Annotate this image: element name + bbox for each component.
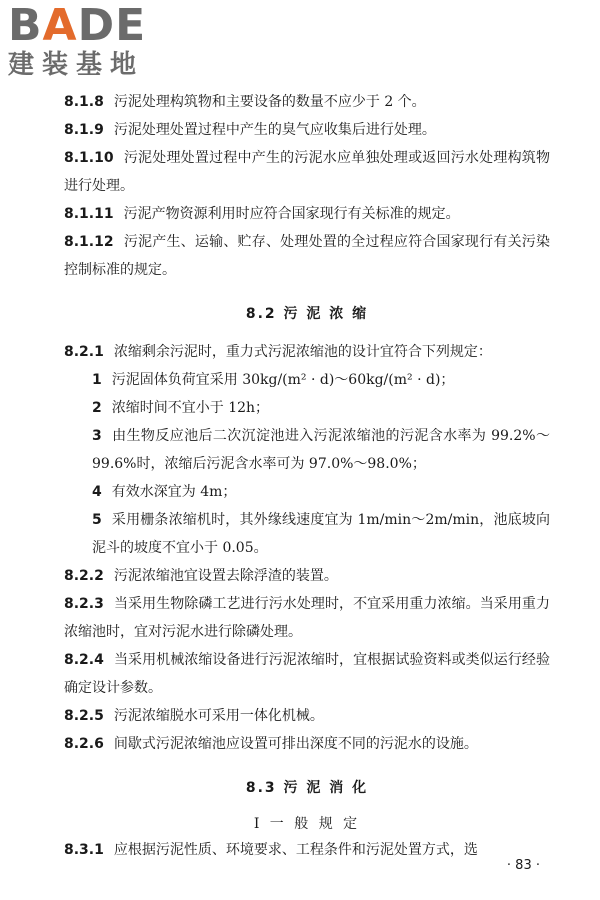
subsection-heading: Ⅰ 一 般 规 定 bbox=[253, 816, 361, 832]
clause-8-1-11: 8.1.11 污泥产物资源利用时应符合国家现行有关标准的规定。 bbox=[64, 206, 460, 222]
clause-8-2-2: 8.2.2 污泥浓缩池宜设置去除浮渣的装置。 bbox=[64, 568, 338, 584]
clause-8-3-1: 8.3.1 应根据污泥性质、环境要求、工程条件和污泥处置方式，选 bbox=[64, 842, 478, 858]
logo-wordmark: BADE bbox=[8, 0, 147, 51]
clause-8-1-8: 8.1.8 污泥处理构筑物和主要设备的数量不应少于 2 个。 bbox=[64, 94, 426, 110]
list-item: 3 由生物反应池后二次沉淀池进入污泥浓缩池的污泥含水率为 99.2%～99.6%时，浓缩后污泥含水率可为 97.0%～98.0%； bbox=[92, 428, 550, 472]
logo-subtitle: 建装基地 bbox=[8, 50, 145, 80]
list-item: 4 有效水深宜为 4m； bbox=[92, 484, 237, 500]
clause-8-2-5: 8.2.5 污泥浓缩脱水可采用一体化机械。 bbox=[64, 708, 324, 724]
section-heading-8-3: 8.3 污 泥 消 化 bbox=[245, 780, 369, 796]
document-body bbox=[64, 88, 550, 864]
list-item: 2 浓缩时间不宜小于 12h； bbox=[92, 400, 270, 416]
clause-8-2-3: 8.2.3 当采用生物除磷工艺进行污水处理时，不宜采用重力浓缩。当采用重力浓缩池时，宜对污泥水进行除磷处理。 bbox=[64, 596, 550, 640]
list-item: 5 采用栅条浓缩机时，其外缘线速度宜为 1m/min～2m/min，池底坡向泥斗的坡度不宜小于 0.05。 bbox=[92, 512, 550, 556]
page-number: · 83 · bbox=[506, 858, 540, 873]
clause-8-2-1: 8.2.1 浓缩剩余污泥时，重力式污泥浓缩池的设计宜符合下列规定： bbox=[64, 344, 492, 360]
clause-8-1-9: 8.1.9 污泥处理处置过程中产生的臭气应收集后进行处理。 bbox=[64, 122, 436, 138]
clause-8-1-10: 8.1.10 污泥处理处置过程中产生的污泥水应单独处理或返回污水处理构筑物进行处理。 bbox=[64, 150, 550, 194]
list-item: 1 污泥固体负荷宜采用 30kg/(m² · d)～60kg/(m² · d)； bbox=[92, 372, 455, 388]
section-heading-8-2: 8.2 污 泥 浓 缩 bbox=[245, 306, 369, 322]
bade-logo bbox=[8, 0, 178, 84]
clause-8-1-12: 8.1.12 污泥产生、运输、贮存、处理处置的全过程应符合国家现行有关污染控制标准的规定。 bbox=[64, 234, 550, 278]
clause-8-2-4: 8.2.4 当采用机械浓缩设备进行污泥浓缩时，宜根据试验资料或类似运行经验确定设计参数。 bbox=[64, 652, 550, 696]
clause-8-2-6: 8.2.6 间歇式污泥浓缩池应设置可排出深度不同的污泥水的设施。 bbox=[64, 736, 478, 752]
